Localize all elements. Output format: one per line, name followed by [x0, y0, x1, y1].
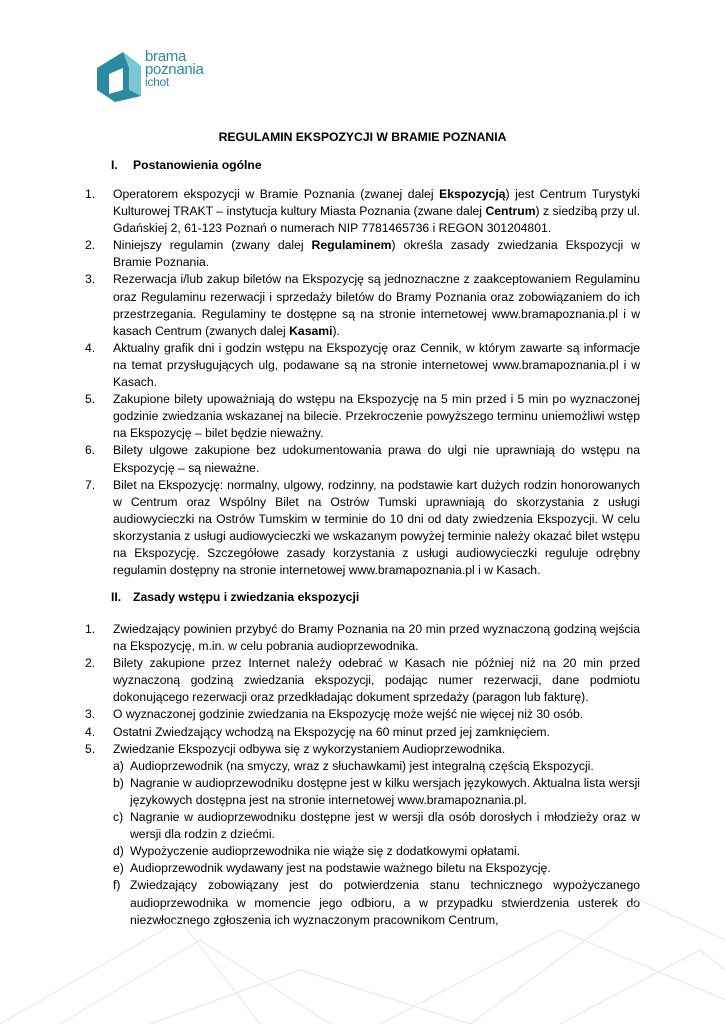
list-item	[85, 477, 640, 580]
item-number: 7.	[85, 477, 96, 492]
sub-item-letter: e)	[113, 861, 124, 876]
sub-list-item	[113, 843, 640, 860]
sub-item-text: Nagranie w audioprzewodniku dostępne jest w kilku wersjach językowych. Aktualna lista wersji językowych dostępna jest na stronie internetowej www.bramapoznania.pl.	[130, 775, 640, 807]
sub-item-text: Audioprzewodnik (na smyczy, wraz z słuchawkami) jest integralną częścią Ekspozycji.	[130, 758, 594, 773]
list-item	[85, 340, 640, 391]
list-item	[85, 706, 640, 723]
sub-item-letter: b)	[113, 775, 124, 790]
sub-list-item	[113, 775, 640, 809]
list-item	[85, 442, 640, 476]
logo-wordmark	[145, 50, 204, 89]
item-text: Zwiedzanie Ekspozycji odbywa się z wykorzystaniem Audioprzewodnika.	[113, 741, 506, 756]
item-number: 3.	[85, 707, 96, 722]
list-item	[85, 271, 640, 339]
list-item	[85, 186, 640, 237]
item-number: 1.	[85, 622, 96, 636]
item-text: Zakupione bilety upoważniają do wstępu na Ekspozycję na 5 min przed i 5 min po wyznaczonej godzinie zwiedzania wskazanej na bilecie. Przekroczenie powyższego terminu uniemożliwi wstęp na Ekspozycję – bilet będzie nieważny.	[113, 392, 640, 441]
item-text: Bilety zakupione przez Internet należy odebrać w Kasach nie później niż na 20 min przed wyznaczoną godziną zwiedzania ekspozycji, podając numer rezerwacji, dane podmiotu dokonującego rezerwacji oraz przedkładając dokument sprzedaży (paragon lub fakturę).	[113, 656, 640, 705]
sub-item-text: Wypożyczenie audioprzewodnika nie wiąże się z dodatkowymi opłatami.	[130, 844, 521, 859]
logo-line-2: poznania	[145, 61, 204, 78]
item-text: ) określa zasady zwiedzania Ekspozycji w Bramie Poznania.	[113, 238, 640, 270]
section-1-number: I.	[111, 158, 118, 172]
item-number: 4.	[85, 724, 96, 739]
item-text: Rezerwacja i/lub zakup biletów na Ekspozycję są jednoznaczne z zaakceptowaniem Regulaminu oraz Regulaminu rezerwacji i sprzedaży biletów do Bramy Poznania oraz zobowiązaniem do ich przestrzegania. Regulaminy te dostępne są na stronie internetowej www.bramapoznania.pl i w kasach Centrum (zwanych dalej	[113, 272, 640, 338]
item-text: O wyznaczonej godzinie zwiedzania na Ekspozycję może wejść nie więcej niż 30 osób.	[113, 707, 584, 722]
section-1-title: Postanowienia ogólne	[133, 158, 262, 172]
item-text: Aktualny grafik dni i godzin wstępu na Ekspozycję oraz Cennik, w którym zawarte są informacje na temat przysługujących ulg, podawane są na stronie internetowej www.bramapoznania.pl i w Kasach.	[113, 340, 640, 390]
sub-item-text: Audioprzewodnik wydawany jest na podstawie ważnego biletu na Ekspozycję.	[130, 861, 551, 876]
decorative-footer-lines-icon	[0, 880, 725, 1024]
term-centrum: Centrum	[485, 204, 536, 219]
section-2-heading	[111, 590, 359, 604]
sub-item-letter: d)	[113, 844, 124, 859]
section-1-heading	[111, 158, 262, 172]
sub-item-letter: c)	[113, 810, 124, 825]
item-text: Operatorem ekspozycji w Bramie Poznania (zwanej dalej	[113, 187, 440, 201]
logo-line-1: brama	[145, 48, 187, 65]
section-1-list	[85, 186, 640, 579]
sub-list-item	[113, 809, 640, 843]
sub-list-item	[113, 860, 640, 877]
section-2-title: Zasady wstępu i zwiedzania ekspozycji	[133, 590, 360, 604]
sub-item-letter: f)	[113, 878, 121, 893]
item-number: 5.	[85, 741, 96, 756]
term-kasy: Kasami	[289, 323, 333, 338]
item-text: ) z siedzibą przy ul. Gdańskiej 2, 61-123 Poznań o numerach NIP 7781465736 i REGON 301204801.	[113, 204, 640, 236]
item-text: Niniejszy regulamin (zwany dalej	[113, 238, 312, 253]
sub-list-item	[113, 758, 640, 775]
item-number: 2.	[85, 656, 96, 671]
item-text: ) jest Centrum Turystyki Kulturowej TRAKT – instytucja kultury Miasta Poznania (zwane dalej	[113, 187, 640, 219]
item-number: 2.	[85, 238, 96, 253]
list-item	[85, 724, 640, 741]
list-item	[85, 237, 640, 271]
list-item	[85, 391, 640, 442]
item-number: 5.	[85, 392, 96, 407]
logo-line-3: ichot	[145, 75, 169, 89]
item-number: 4.	[85, 340, 96, 355]
item-text: Zwiedzający powinien przybyć do Bramy Poznania na 20 min przed wyznaczoną godziną wejścia na Ekspozycję, m.in. w celu pobrania audioprzewodnika.	[113, 622, 640, 654]
item-text: ).	[332, 323, 340, 338]
item-number: 3.	[85, 272, 96, 287]
item-text: Bilet na Ekspozycję: normalny, ulgowy, rodzinny, na podstawie kart dużych rodzin honorowanych w Centrum oraz Wspólny Bilet na Ostrów Tumski uprawniają do skorzystania z usługi audiowycieczki na Ostrów Tumskim w terminie do 10 dni od daty zwiedzenia Ekspozycji. W celu skorzystania z usługi audiowycieczki we wskazanym powyżej terminie należy okazać bilet wstępu na Ekspozycję. Szczegółowe zasady korzystania z usługi audiowycieczki reguluje odrębny regulamin dostępny na stronie internetowej www.bramapoznania.pl i w Kasach.	[113, 477, 640, 578]
list-item	[85, 621, 640, 655]
item-text: Bilety ulgowe zakupione bez udokumentowania prawa do ulgi nie uprawniają do wstępu na Ekspozycję – są nieważne.	[113, 443, 640, 475]
item-text: Ostatni Zwiedzający wchodzą na Ekspozycję na 60 minut przed jej zamknięciem.	[113, 724, 550, 739]
sub-item-text: Nagranie w audioprzewodniku dostępne jest w wersji dla osób dorosłych i młodzieży oraz w wersji dla rodzin z dziećmi.	[130, 810, 640, 842]
section-2-number: II.	[111, 590, 122, 604]
sub-item-letter: a)	[113, 758, 124, 773]
item-number: 1.	[85, 187, 96, 201]
list-item	[85, 655, 640, 706]
item-number: 6.	[85, 443, 96, 458]
document-title: REGULAMIN EKSPOZYCJI W BRAMIE POZNANIA	[218, 130, 507, 144]
sub-item-text: Zwiedzający zobowiązany jest do potwierdzenia stanu technicznego wypożyczanego audioprzewodnika w momencie jego odbioru, a w przypadku stwierdzenia usterek do niezwłocznego zgłoszenia ich wyznaczonym pracownikom Centrum,	[130, 878, 640, 927]
term-ekspozycja: Ekspozycją	[439, 187, 506, 201]
term-regulamin: Regulaminem	[311, 238, 392, 253]
